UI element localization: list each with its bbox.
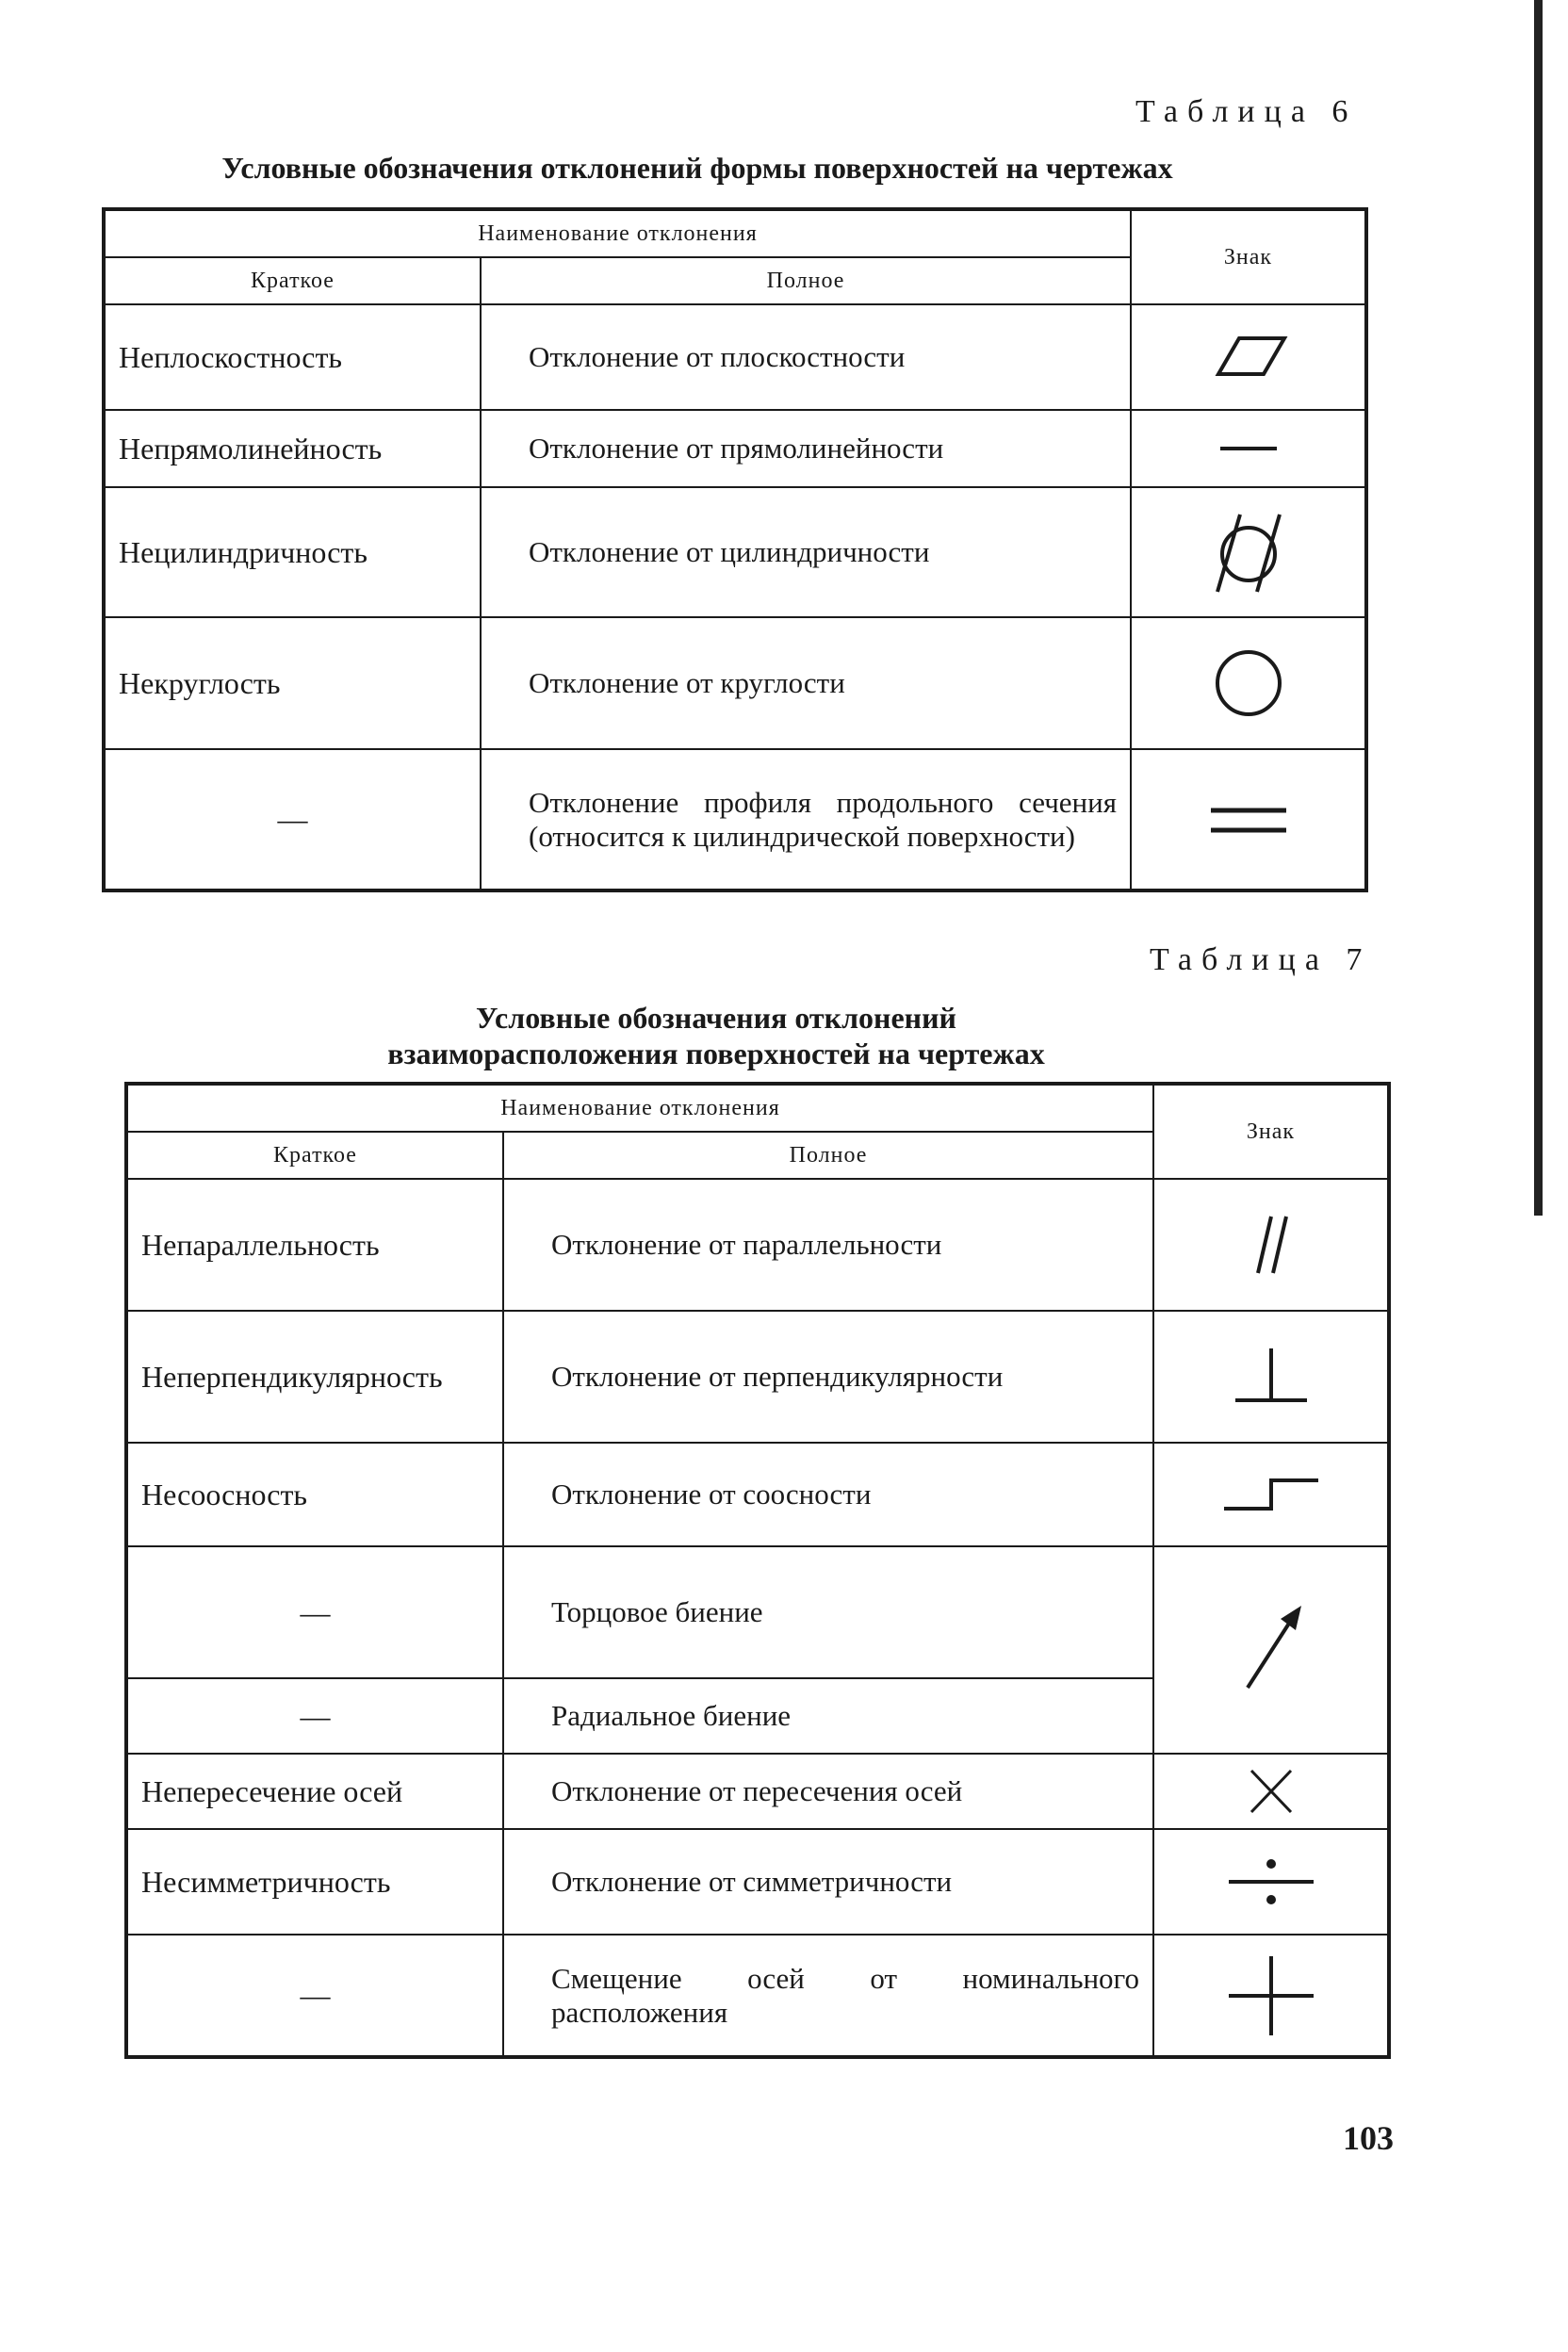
table-7-row-8-short: — (126, 1935, 503, 2057)
cylinder-icon (1197, 505, 1300, 599)
table-6-row-1-short: Неплоскостность (104, 304, 481, 410)
table-6-header-name: Наименование отклонения (104, 209, 1131, 257)
table-7-row-7-full: Отклонение от симметричности (503, 1829, 1153, 1935)
table-7-row-3-short: Несоосность (126, 1443, 503, 1546)
table-row (126, 1935, 1389, 2057)
runout-arrow-icon (1224, 1598, 1318, 1702)
table-row (126, 1546, 1389, 1678)
cross-icon (1238, 1763, 1304, 1820)
table-row (104, 487, 1366, 617)
table-6-row-3-sign (1131, 487, 1366, 617)
table-7-header-sign: Знак (1153, 1084, 1389, 1179)
table-row (104, 749, 1366, 890)
page-number: 103 (1343, 2119, 1394, 2157)
page-edge-shadow (1534, 0, 1543, 1216)
table-7-row-4-sign (1153, 1546, 1389, 1754)
table-6-row-5-sign (1131, 749, 1366, 890)
table-row (126, 1754, 1389, 1829)
table-7-row-6-short: Непересечение осей (126, 1754, 503, 1829)
table-7 (124, 1082, 1391, 2059)
table-7-row-4-full: Торцовое биение (503, 1546, 1153, 1678)
table-7-row-8-sign (1153, 1935, 1389, 2057)
table-7-row-1-short: Непараллельность (126, 1179, 503, 1311)
table-7-row-2-short: Неперпендикулярность (126, 1311, 503, 1443)
table-6-row-3-short: Нецилиндричность (104, 487, 481, 617)
table-7-row-4-short: — (126, 1546, 503, 1678)
parallelogram-icon (1201, 329, 1296, 385)
table-row (126, 1311, 1389, 1443)
coaxiality-icon (1215, 1466, 1328, 1523)
table-6 (102, 207, 1368, 892)
table-7-row-5-short: — (126, 1678, 503, 1754)
table-6-row-2-sign (1131, 410, 1366, 487)
table-6-row-1-sign (1131, 304, 1366, 410)
table-6-number: Таблица 6 (1135, 94, 1358, 129)
table-7-title-line-2: взаиморасположения поверхностей на чертежах (387, 1037, 1045, 1070)
table-7-row-8-full: Смещение осей от номинального расположения (503, 1935, 1153, 2057)
table-7-row-7-short: Несимметричность (126, 1829, 503, 1935)
circle-icon (1201, 636, 1296, 730)
table-6-row-2-short: Непрямолинейность (104, 410, 481, 487)
table-6-row-4-short: Некруглость (104, 617, 481, 749)
table-row (104, 304, 1366, 410)
table-7-row-2-sign (1153, 1311, 1389, 1443)
table-7-title-line-1: Условные обозначения отклонений (476, 1001, 956, 1035)
table-7-row-3-sign (1153, 1443, 1389, 1546)
parallel-icon (1233, 1207, 1309, 1282)
table-row (126, 1443, 1389, 1546)
table-6-row-3-full: Отклонение от цилиндричности (481, 487, 1131, 617)
table-6-row-1-full: Отклонение от плоскостности (481, 304, 1131, 410)
table-6-header-sign: Знак (1131, 209, 1366, 304)
table-row (104, 617, 1366, 749)
table-row (126, 1179, 1389, 1311)
position-cross-icon (1219, 1949, 1323, 2043)
table-7-header-short: Краткое (126, 1132, 503, 1179)
table-7-row-6-full: Отклонение от пересечения осей (503, 1754, 1153, 1829)
straight-line-icon (1201, 434, 1296, 463)
table-6-row-5-short: — (104, 749, 481, 890)
table-6-row-2-full: Отклонение от прямолинейности (481, 410, 1131, 487)
table-7-row-6-sign (1153, 1754, 1389, 1829)
table-7-row-3-full: Отклонение от соосности (503, 1443, 1153, 1546)
table-7-row-1-sign (1153, 1179, 1389, 1311)
symmetry-icon (1219, 1849, 1323, 1915)
table-7-header-name: Наименование отклонения (126, 1084, 1153, 1132)
perpendicular-icon (1224, 1339, 1318, 1414)
table-row (104, 410, 1366, 487)
table-6-header-short: Краткое (104, 257, 481, 304)
table-7-row-5-full: Радиальное биение (503, 1678, 1153, 1754)
table-row (126, 1829, 1389, 1935)
table-6-row-4-sign (1131, 617, 1366, 749)
table-6-header-full: Полное (481, 257, 1131, 304)
double-line-icon (1197, 796, 1300, 843)
table-7-number: Таблица 7 (1150, 942, 1372, 977)
table-6-title: Условные обозначения отклонений формы поверхностей на чертежах (221, 151, 1173, 185)
table-6-row-4-full: Отклонение от круглости (481, 617, 1131, 749)
table-7-row-2-full: Отклонение от перпендикулярности (503, 1311, 1153, 1443)
table-6-row-5-full: Отклонение профиля продольного сечения (относится к цилиндрической поверхности) (481, 749, 1131, 890)
table-7-row-1-full: Отклонение от параллельности (503, 1179, 1153, 1311)
table-7-header-full: Полное (503, 1132, 1153, 1179)
table-7-row-7-sign (1153, 1829, 1389, 1935)
